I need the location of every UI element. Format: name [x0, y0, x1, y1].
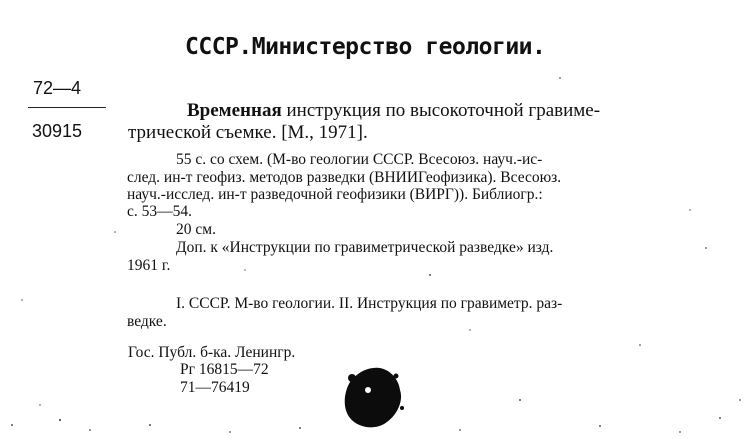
- description-line: 55 с. со схем. (М-во геологии СССР. Всесоюз. науч.-ис-: [176, 151, 543, 168]
- shelf-mark: 72—4: [33, 78, 82, 98]
- holder-line: Гос. Публ. б-ка. Ленингр.: [128, 344, 296, 361]
- description-line: с. 53—54.: [127, 203, 193, 220]
- inventory-number: 30915: [32, 121, 83, 141]
- subject-line: I. СССР. М-во геологии. II. Инструкция по гравиметр. раз-: [176, 295, 563, 312]
- subject-line: ведке.: [127, 313, 167, 330]
- title-line-1-rest: инструкция по высокоточной гравиме-: [281, 100, 601, 121]
- title-line-2: трической съемке. [М., 1971].: [128, 122, 368, 143]
- description-line: 20 см.: [176, 221, 216, 238]
- description-line: 1961 г.: [127, 257, 171, 274]
- holder-line: 71—76419: [180, 379, 250, 396]
- holder-line: Рг 16815—72: [180, 361, 269, 378]
- description-line: Доп. к «Инструкции по гравиметрической разведке» изд.: [176, 239, 554, 256]
- title-first-word: Временная: [187, 100, 282, 121]
- description-line: след. ин-т геофиз. методов разведки (ВНИИГеофизика). Всесоюз.: [127, 169, 562, 186]
- card-header: СССР.Министерство геологии.: [185, 34, 546, 60]
- description-line: науч.-исслед. ин-т разведочной геофизики (ВИРГ)). Библиогр.:: [127, 186, 543, 203]
